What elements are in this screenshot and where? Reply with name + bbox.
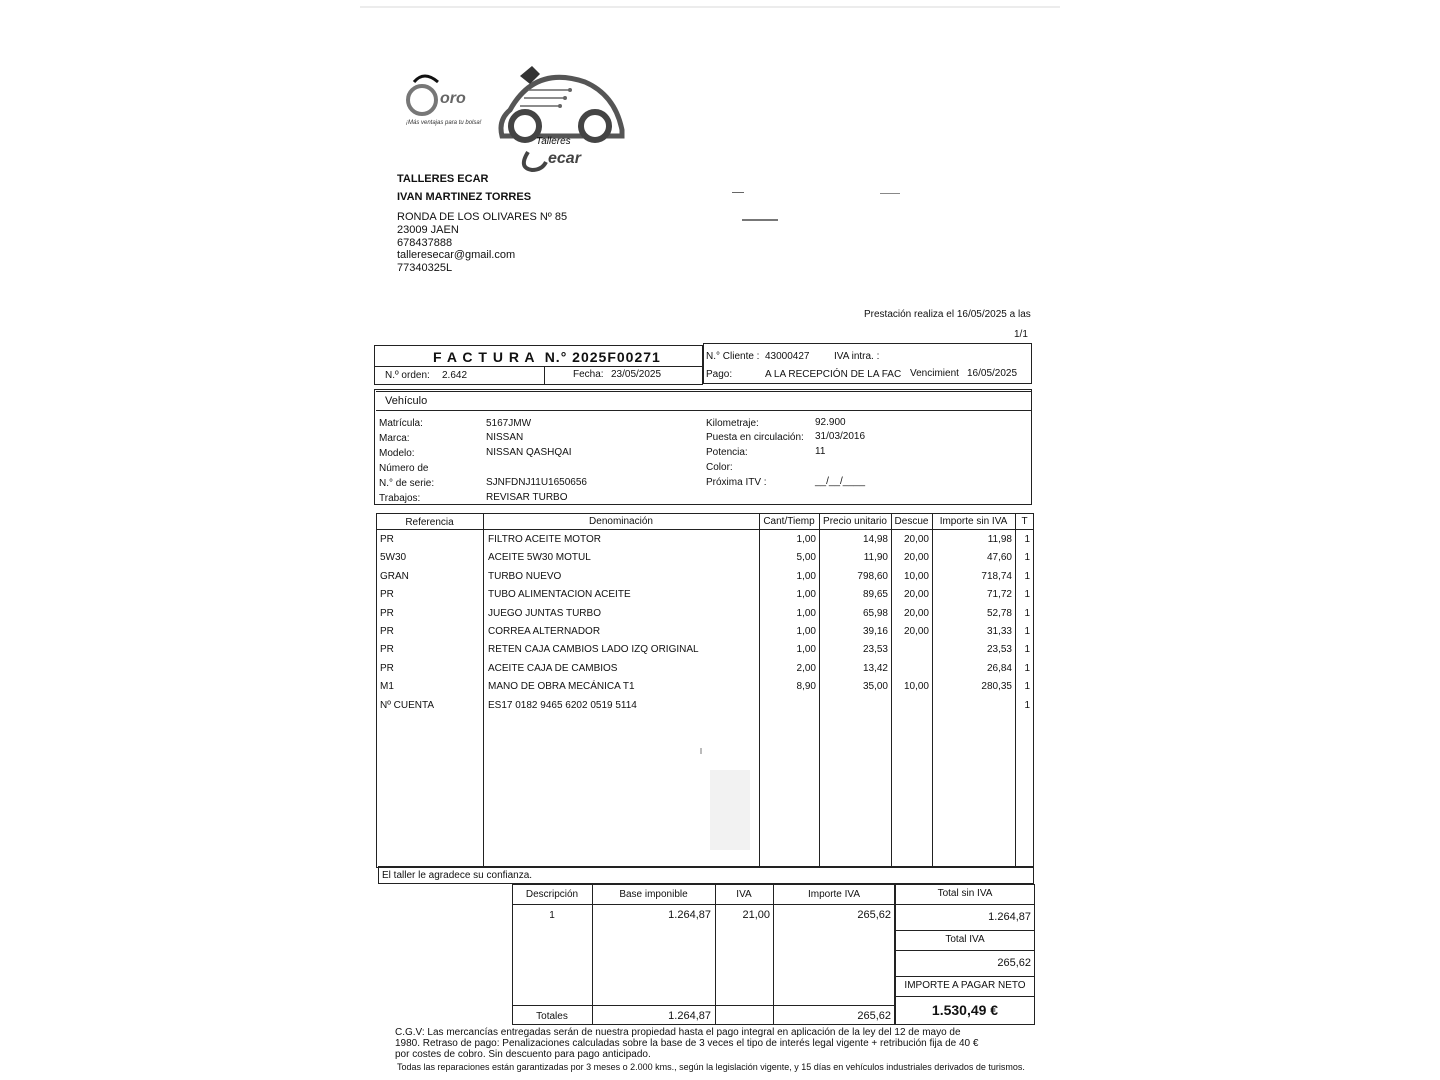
vehicle-value: 5167JMW [486, 418, 532, 429]
cell-tax-type: 1 [1024, 552, 1030, 564]
vehicle-label: N.° de serie: [379, 478, 435, 489]
cell-description: FILTRO ACEITE MOTOR [488, 534, 601, 545]
col-header-reference: Referencia [405, 517, 454, 528]
cell-unit-price: 13,42 [862, 662, 888, 674]
vehicle-value: NISSAN [486, 432, 524, 443]
cell-quantity: 1,00 [796, 570, 816, 582]
vehicle-label: Modelo: [379, 448, 415, 459]
scan-artifact [700, 748, 702, 754]
cell-description: TURBO NUEVO [488, 570, 562, 582]
company-email: talleresecar@gmail.com [397, 249, 516, 261]
col-header-description: Denominación [589, 516, 653, 527]
total-vat-value: 265,62 [997, 957, 1031, 969]
divider [895, 976, 1035, 977]
cell-quantity: 1,00 [796, 626, 816, 637]
total-without-vat-label: Total sin IVA [937, 888, 993, 899]
totals-row-description: 1 [549, 910, 555, 921]
cell-reference: PR [380, 662, 394, 674]
totals-header-base: Base imponible [619, 889, 688, 900]
vehicle-value: SJNFDNJ11U1650656 [486, 477, 587, 488]
totals-header-divider [512, 904, 895, 905]
cell-amount: 718,74 [981, 570, 1012, 582]
totals-base: 1.264,87 [668, 1010, 711, 1022]
vehicle-label: Próxima ITV : [706, 477, 767, 488]
col-header-unit-price: Precio unitario [823, 516, 887, 527]
vehicle-title-box [376, 391, 1031, 411]
cell-tax-type: 1 [1024, 644, 1030, 656]
company-logo [400, 60, 640, 180]
col-header-quantity: Cant/Tiemp [763, 516, 815, 527]
cell-tax-type: 1 [1024, 534, 1030, 545]
payment-value: A LA RECEPCIÓN DE LA FAC [765, 369, 902, 380]
cell-discount: 20,00 [903, 607, 929, 619]
divider [895, 930, 1035, 931]
company-name: TALLERES ECAR [397, 173, 489, 185]
order-label: N.º orden: [385, 370, 430, 381]
cell-tax-type: 1 [1024, 699, 1030, 711]
divider [895, 904, 1035, 905]
col-divider [483, 513, 484, 868]
vehicle-value: 11 [815, 446, 826, 457]
totals-table [512, 884, 895, 1025]
cell-unit-price: 23,53 [862, 644, 888, 656]
lines-header-divider [376, 529, 1034, 530]
cell-quantity: 1,00 [796, 534, 816, 545]
cell-quantity: 8,90 [796, 681, 816, 693]
cell-description: ACEITE 5W30 MOTUL [488, 552, 591, 564]
payment-label: Pago: [706, 369, 733, 380]
col-header-discount: Descue [894, 516, 929, 527]
vehicle-label: Matrícula: [379, 418, 423, 429]
cell-description: JUEGO JUNTAS TURBO [488, 607, 601, 619]
cell-unit-price: 89,65 [862, 589, 888, 601]
cell-discount: 20,00 [903, 589, 929, 601]
cell-quantity: 1,00 [796, 589, 816, 601]
cell-unit-price: 35,00 [862, 681, 888, 693]
order-value: 2.642 [442, 370, 468, 381]
total-without-vat-value: 1.264,87 [988, 911, 1031, 923]
service-note: Prestación realiza el 16/05/2025 a las [864, 309, 1031, 320]
divider [895, 950, 1035, 951]
date-label: Fecha: [573, 369, 604, 380]
thanks-message: El taller le agradece su confianza. [382, 870, 533, 881]
footer-terms-line1: C.G.V: Las mercancías entregadas serán de nuestra propiedad hasta el pago integral en aplicación de la ley del 12 de mayo de [395, 1027, 961, 1038]
company-phone: 678437888 [397, 237, 453, 249]
vehicle-label: Kilometraje: [706, 418, 759, 429]
footer-terms-line3: por costes de cobro. Sin descuento para pago anticipado. [395, 1049, 651, 1060]
cell-quantity: 1,00 [796, 644, 816, 656]
cell-unit-price: 11,90 [863, 552, 888, 564]
cell-tax-type: 1 [1024, 589, 1030, 601]
vehicle-value: 92.900 [815, 417, 846, 428]
cell-amount: 31,33 [986, 626, 1012, 637]
due-label: Vencimient [910, 368, 959, 379]
cell-unit-price: 798,60 [857, 570, 888, 582]
cell-discount: 20,00 [903, 552, 929, 564]
vehicle-label: Potencia: [706, 447, 748, 458]
cell-tax-type: 1 [1024, 662, 1030, 674]
totals-header-description: Descripción [525, 889, 579, 900]
vehicle-section-title: Vehículo [385, 395, 428, 407]
cell-amount: 11,98 [987, 534, 1012, 545]
logo-left-brand: oro [440, 90, 466, 107]
vehicle-label: Color: [706, 462, 733, 473]
totals-footer-divider [512, 1005, 895, 1006]
logo-right-brand-main: ecar [548, 150, 581, 167]
vehicle-value: __/__/____ [815, 476, 866, 487]
totals-header-vat-amount: Importe IVA [807, 889, 861, 900]
invoice-title: F A C T U R A N.° 2025F00271 [433, 349, 661, 365]
due-value: 16/05/2025 [967, 368, 1018, 379]
date-value: 23/05/2025 [611, 369, 662, 380]
cell-tax-type: 1 [1024, 607, 1030, 619]
col-header-tax-type: T [1021, 516, 1028, 527]
totals-vat-amount: 265,62 [857, 1010, 891, 1022]
cell-quantity: 2,00 [796, 662, 816, 674]
cell-amount: 71,72 [986, 589, 1012, 601]
cell-tax-type: 1 [1024, 681, 1030, 693]
cell-description: RETEN CAJA CAMBIOS LADO IZQ ORIGINAL [488, 644, 699, 656]
company-tax-id: 77340325L [397, 262, 453, 274]
cell-amount: 23,53 [986, 644, 1012, 656]
cell-reference: PR [380, 626, 394, 637]
cell-tax-type: 1 [1024, 626, 1030, 637]
totals-label: Totales [536, 1011, 568, 1022]
vehicle-value: 31/03/2016 [815, 431, 866, 442]
vehicle-value: REVISAR TURBO [486, 492, 568, 503]
net-amount-value: 1.530,49 € [931, 1002, 999, 1018]
redacted-mark [742, 219, 778, 221]
col-divider [773, 884, 774, 1025]
cell-reference: PR [380, 644, 394, 656]
redacted-mark [880, 193, 900, 194]
vat-label: IVA intra. : [834, 351, 880, 362]
vehicle-value: NISSAN QASHQAI [486, 447, 572, 458]
total-vat-label: Total IVA [945, 934, 985, 945]
cell-reference: PR [380, 589, 394, 601]
totals-row-base: 1.264,87 [668, 909, 711, 921]
cell-tax-type: 1 [1024, 570, 1030, 582]
vehicle-label: Marca: [379, 433, 410, 444]
cell-discount: 10,00 [903, 570, 929, 582]
cell-quantity: 5,00 [796, 552, 816, 564]
cell-reference: PR [380, 534, 394, 545]
cell-unit-price: 14,98 [862, 534, 888, 545]
cell-discount: 10,00 [903, 681, 929, 693]
scan-artifact [360, 6, 1060, 8]
company-city: 23009 JAEN [397, 224, 459, 236]
totals-row-vat: 21,00 [742, 909, 770, 921]
cell-description: MANO DE OBRA MECÁNICA T1 [488, 681, 635, 693]
cell-amount: 280,35 [981, 681, 1012, 693]
cell-description: ACEITE CAJA DE CAMBIOS [488, 662, 618, 674]
cell-discount: 20,00 [903, 626, 929, 637]
cell-amount: 26,84 [986, 662, 1012, 674]
footer-terms-line4: Todas las reparaciones están garantizadas por 3 meses o 2.000 kms., según la legislación vigente, y 15 días en vehículos industriales derivados de turismos. [397, 1062, 1025, 1072]
cell-reference: PR [380, 607, 394, 619]
cell-description: CORREA ALTERNADOR [488, 626, 601, 637]
net-amount-label: IMPORTE A PAGAR NETO [904, 980, 1026, 991]
totals-header-vat: IVA [736, 889, 752, 900]
cell-reference: Nº CUENTA [380, 699, 435, 711]
client-value: 43000427 [765, 351, 810, 362]
cell-description: ES17 0182 9465 6202 0519 5114 [488, 699, 637, 711]
footer-terms-line2: 1980. Retraso de pago: Penalizaciones calculadas sobre la base de 3 veces el tipo de interés legal vigente + retribución fija de 40 € [395, 1038, 979, 1049]
logo-right-brand-top: Talleres [536, 136, 571, 147]
col-divider [592, 884, 593, 1025]
company-address: RONDA DE LOS OLIVARES Nº 85 [397, 211, 568, 223]
company-owner: IVAN MARTINEZ TORRES [397, 191, 532, 203]
cell-unit-price: 65,98 [862, 607, 888, 619]
vehicle-label: Puesta en circulación: [706, 432, 804, 443]
cell-unit-price: 39,16 [862, 626, 888, 637]
col-header-amount: Importe sin IVA [939, 516, 1008, 527]
cell-quantity: 1,00 [796, 607, 816, 619]
divider [544, 366, 545, 385]
divider [374, 366, 703, 367]
client-label: N.° Cliente : [706, 351, 760, 362]
cell-description: TUBO ALIMENTACION ACEITE [488, 589, 631, 601]
totals-row-vat-amount: 265,62 [857, 909, 891, 921]
cell-amount: 52,78 [986, 607, 1012, 619]
cell-reference: GRAN [380, 570, 409, 582]
scan-artifact [710, 770, 750, 850]
redacted-mark [732, 192, 744, 193]
cell-discount: 20,00 [903, 534, 929, 545]
col-divider [715, 884, 716, 1025]
cell-reference: M1 [380, 681, 394, 693]
cell-reference: 5W30 [380, 552, 407, 564]
cell-amount: 47,60 [986, 552, 1012, 564]
logo-slogan: ¡Más ventajas para tu bolsa! [406, 120, 482, 126]
vehicle-label: Trabajos: [379, 493, 421, 504]
vehicle-label: Número de [379, 463, 429, 474]
divider [895, 996, 1035, 997]
page-number: 1/1 [1014, 329, 1028, 340]
